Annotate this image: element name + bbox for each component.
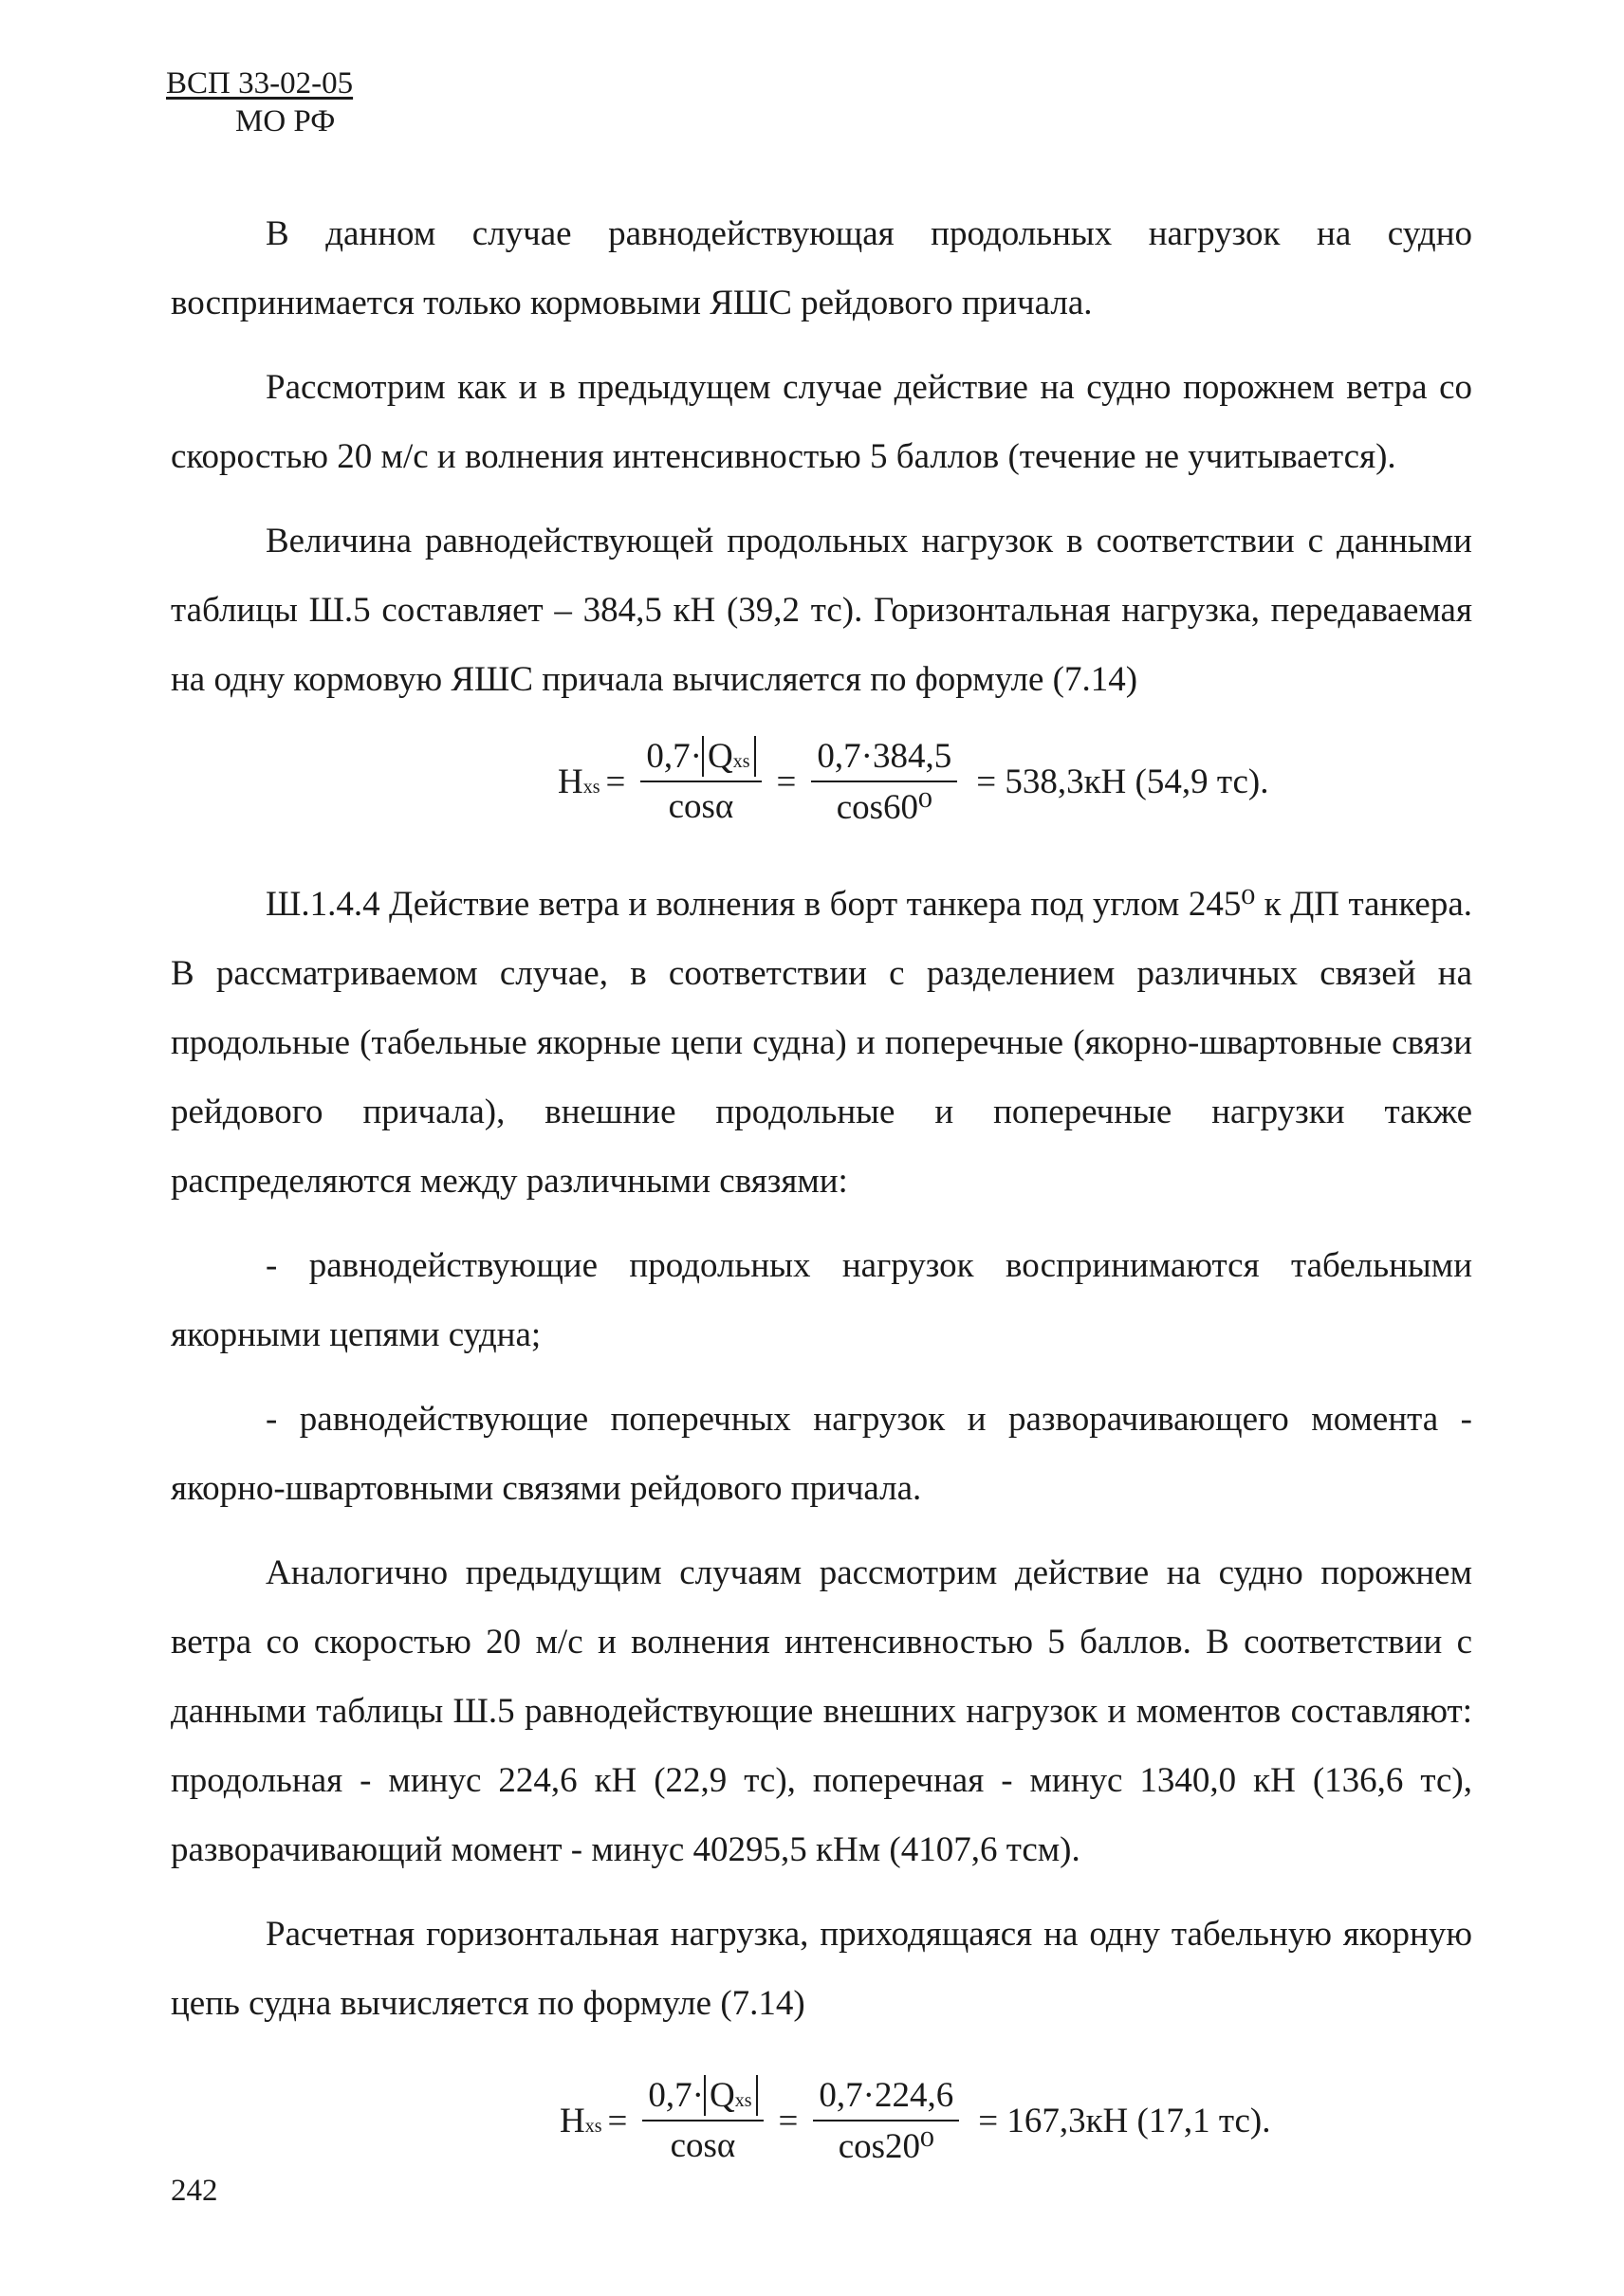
paragraph: Расчетная горизонтальная нагрузка, приходящаяся на одну табельную якорную цепь судна вычисляется по формуле (7.14)	[171, 1915, 1472, 2023]
list-item: - равнодействующие продольных нагрузок воспринимаются табельными якорными цепями судна;	[171, 1246, 1472, 1354]
fraction-general: 0,7· Q x s cosα	[642, 2075, 763, 2166]
fraction-general: 0,7· Q x s cosα	[640, 736, 761, 827]
formula-result: = 167,3кН (17,1 тс).	[978, 2101, 1271, 2140]
page-number: 242	[171, 2174, 218, 2208]
formula-stern-load: H x s = 0,7· Q x s cosα = $\frac{0,7\cdot 384,5}{\text{cos60⁰}}$ = 538,3кН (54,9 тс).	[558, 736, 1269, 827]
paragraph: Рассмотрим как и в предыдущем случае действие на судно порожнем ветра со скоростью 20 м/с и волнения интенсивностью 5 баллов (течение не учитывается).	[171, 368, 1472, 476]
fraction-numeric: $\frac{0,7\cdot 224,6}{\text{cos20⁰}}$	[813, 2075, 959, 2167]
paragraph: Величина равнодействующей продольных нагрузок в соответствии с данными таблицы Ш.5 составляет – 384,5 кН (39,2 тс). Горизонтальная нагрузка, передаваемая на одну кормовую ЯШС причала вычисляется по формуле (7.14)	[171, 522, 1472, 699]
formula-result: = 538,3кН (54,9 тс).	[976, 762, 1269, 801]
formula-lhs: H x s	[558, 762, 600, 801]
organization: МО РФ	[235, 104, 336, 138]
formula-lhs: H x s	[560, 2101, 602, 2140]
page-body	[171, 199, 1472, 2182]
paragraph: Аналогично предыдущим случаям рассмотрим действие на судно порожнем ветра со скоростью 20 м/с и волнения интенсивностью 5 баллов. В соответствии с данными таблицы Ш.5 равнодействующие внешних нагрузок и моментов составляют: продольная - минус 224,6 кН (22,9 тс), поперечная - минус 1340,0 кН (136,6 тс), разворачивающий момент - минус 40295,5 кНм (4107,6 тсм).	[171, 1553, 1472, 1869]
list-item: - равнодействующие поперечных нагрузок и разворачивающего момента - якорно-швартовными связями рейдового причала.	[171, 1400, 1472, 1508]
document-code: ВСП 33-02-05	[166, 66, 354, 101]
paragraph: Ш.1.4.4 Действие ветра и волнения в борт танкера под углом 245⁰ к ДП танкера. В рассматриваемом случае, в соответствии с разделением различных связей на продольные (табельные якорные цепи судна) и поперечные (якорно-швартовные связи рейдового причала), внешние продольные и поперечные нагрузки также распределяются между различными связями:	[171, 885, 1472, 1201]
paragraph: В данном случае равнодействующая продольных нагрузок на судно воспринимается только кормовыми ЯШС рейдового причала.	[171, 214, 1472, 322]
fraction-numeric: $\frac{0,7\cdot 384,5}{\text{cos60⁰}}$	[811, 736, 957, 828]
formula-anchor-chain-load: H x s = 0,7· Q x s cosα = $\frac{0,7\cdot 224,6}{\text{cos20⁰}}$ = 167,3кН (17,1 тс).	[560, 2075, 1271, 2166]
page-header	[166, 64, 353, 140]
